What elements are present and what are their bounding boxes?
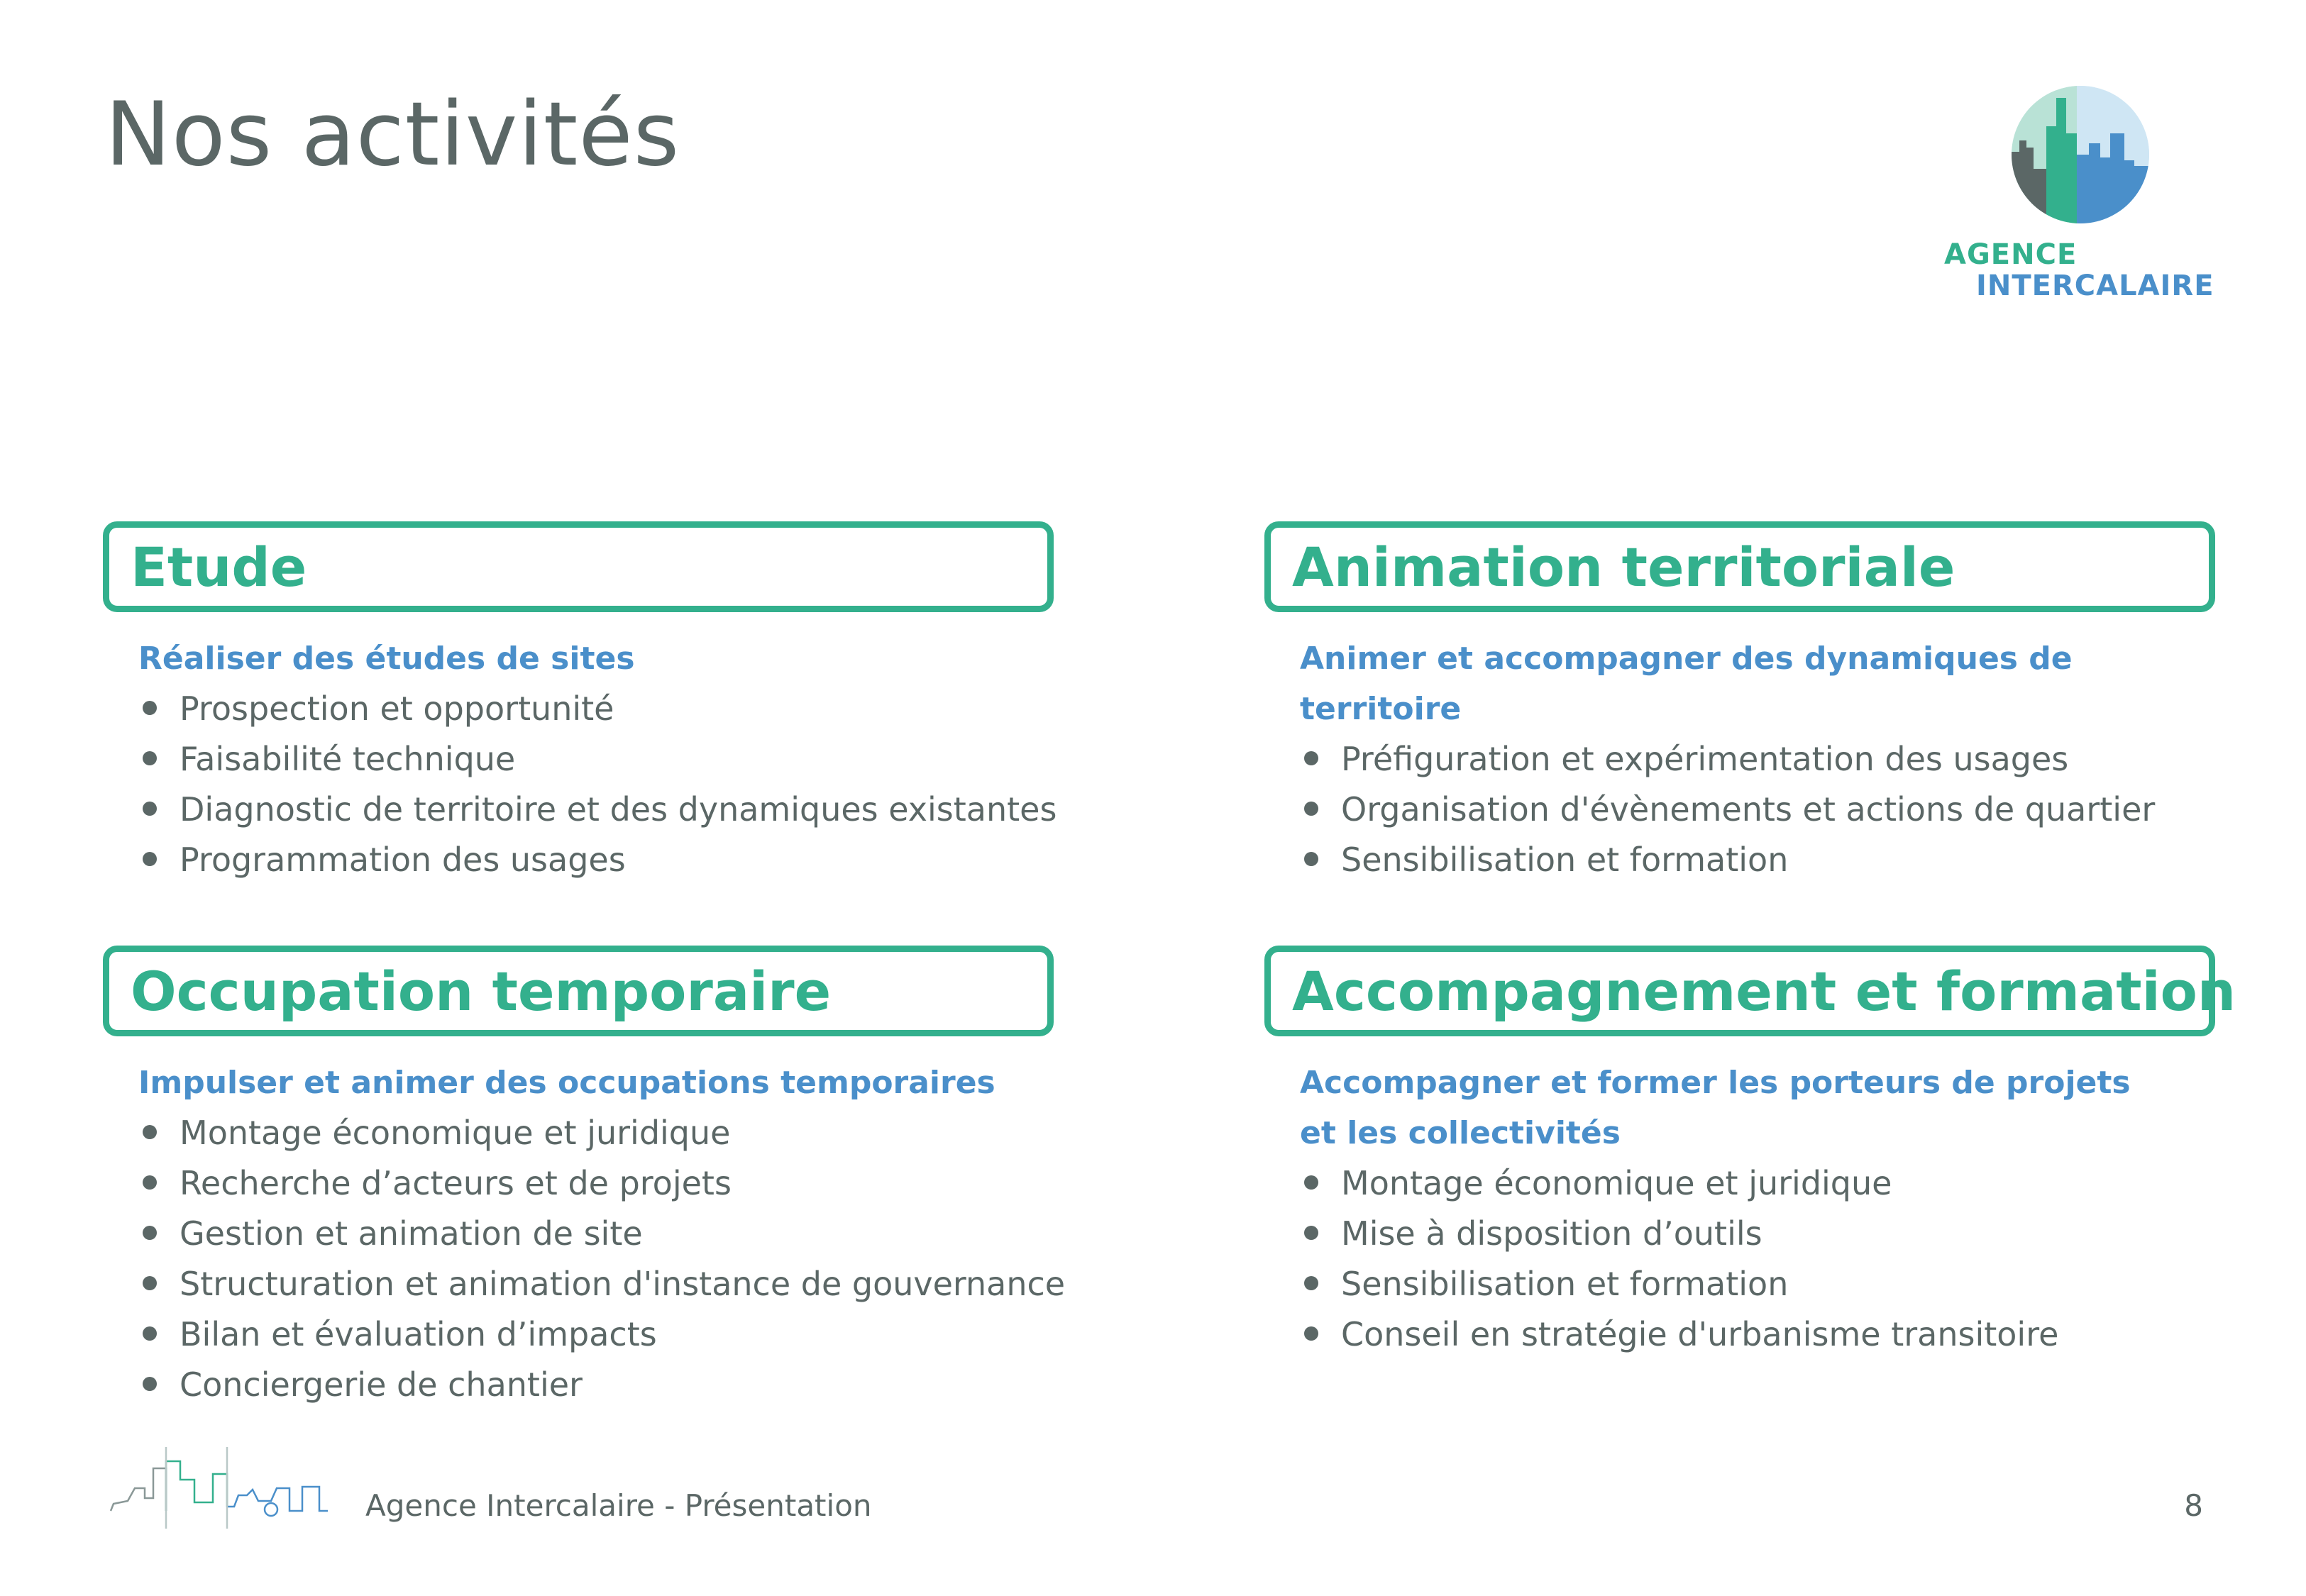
bullet-text: Prospection et opportunité — [180, 689, 614, 728]
bullet-item — [1300, 785, 2215, 835]
bullet-dot-icon — [143, 1175, 157, 1190]
bullet-text: Conciergerie de chantier — [180, 1365, 583, 1404]
section-title: Animation territoriale — [1292, 535, 1955, 599]
section-subtitle: Impulser et animer des occupations temporaires — [138, 1065, 995, 1101]
bullet-text: Programmation des usages — [180, 841, 626, 879]
bullet-text: Diagnostic de territoire et des dynamiques existantes — [180, 790, 1057, 829]
bullet-text: Gestion et animation de site — [180, 1214, 643, 1253]
bullet-item — [1300, 1209, 2215, 1259]
footer-skyline-icon — [106, 1433, 355, 1532]
city-skyline-logo-icon — [2009, 84, 2151, 226]
bullet-text: Conseil en stratégie d'urbanisme transitoire — [1341, 1315, 2059, 1353]
bullet-item — [138, 1158, 1054, 1209]
section-title-box — [1264, 521, 2215, 612]
section-subtitle: Réaliser des études de sites — [138, 641, 635, 677]
section-title-box — [103, 946, 1054, 1036]
section-etude — [103, 521, 1057, 885]
agence-intercalaire-logo — [1944, 84, 2228, 311]
bullet-item — [138, 734, 1054, 785]
bullet-dot-icon — [143, 751, 157, 765]
bullet-list — [1300, 734, 2215, 885]
section-title-box — [1264, 946, 2236, 1036]
bullet-item — [1300, 1309, 2215, 1360]
bullet-dot-icon — [143, 1276, 157, 1290]
footer-text: Agence Intercalaire - Présentation — [365, 1488, 872, 1523]
bullet-dot-icon — [1304, 1326, 1318, 1341]
section-subtitle: Accompagner et former les porteurs de projets et les collectivités — [1300, 1065, 2131, 1151]
logo-word-intercalaire: INTERCALAIRE — [1976, 270, 2214, 302]
page-number: 8 — [2184, 1488, 2203, 1523]
bullet-item — [138, 1259, 1066, 1309]
bullet-list — [1300, 1158, 2215, 1360]
bullet-dot-icon — [1304, 1226, 1318, 1240]
bullet-dot-icon — [1304, 751, 1318, 765]
page-title: Nos activités — [105, 84, 680, 186]
bullet-dot-icon — [143, 1326, 157, 1341]
bullet-text: Bilan et évaluation d’impacts — [180, 1315, 657, 1353]
bullet-text: Sensibilisation et formation — [1341, 841, 1789, 879]
bullet-text: Sensibilisation et formation — [1341, 1265, 1789, 1303]
bullet-dot-icon — [1304, 1276, 1318, 1290]
bullet-item — [138, 785, 1057, 835]
section-title: Accompagnement et formation — [1292, 959, 2236, 1023]
bullet-dot-icon — [143, 1226, 157, 1240]
bullet-item — [1300, 835, 2215, 885]
bullet-item — [138, 835, 1054, 885]
bullet-text: Organisation d'évènements et actions de quartier — [1341, 790, 2156, 829]
bullet-dot-icon — [1304, 802, 1318, 816]
section-animation-territoriale — [1264, 521, 2215, 885]
bullet-item — [138, 1108, 1054, 1158]
section-title-box — [103, 521, 1054, 612]
bullet-item — [138, 1209, 1054, 1259]
bullet-text: Montage économique et juridique — [1341, 1164, 1892, 1202]
section-occupation-temporaire — [103, 946, 1066, 1410]
bullet-dot-icon — [143, 701, 157, 715]
bullet-text: Mise à disposition d’outils — [1341, 1214, 1762, 1253]
bullet-dot-icon — [143, 802, 157, 816]
bullet-item — [1300, 1158, 2215, 1209]
bullet-dot-icon — [143, 1125, 157, 1139]
section-title: Etude — [131, 535, 307, 599]
bullet-list — [138, 684, 1057, 885]
bullet-item — [1300, 734, 2215, 785]
bullet-item — [1300, 1259, 2215, 1309]
bullet-text: Montage économique et juridique — [180, 1114, 731, 1152]
section-subtitle: Animer et accompagner des dynamiques de territoire — [1300, 641, 2073, 727]
bullet-dot-icon — [1304, 852, 1318, 866]
section-title: Occupation temporaire — [131, 959, 832, 1023]
logo-word-agence: AGENCE — [1944, 238, 2078, 271]
bullet-dot-icon — [143, 852, 157, 866]
bullet-text: Recherche d’acteurs et de projets — [180, 1164, 732, 1202]
bullet-dot-icon — [1304, 1175, 1318, 1190]
bullet-text: Structuration et animation d'instance de gouvernance — [180, 1265, 1066, 1303]
bullet-item — [138, 1309, 1054, 1360]
bullet-item — [138, 684, 1054, 734]
bullet-dot-icon — [143, 1377, 157, 1391]
section-accompagnement-formation — [1264, 946, 2236, 1360]
bullet-list — [138, 1108, 1066, 1410]
bullet-text: Faisabilité technique — [180, 740, 516, 778]
bullet-item — [138, 1360, 1054, 1410]
bullet-text: Préfiguration et expérimentation des usages — [1341, 740, 2069, 778]
